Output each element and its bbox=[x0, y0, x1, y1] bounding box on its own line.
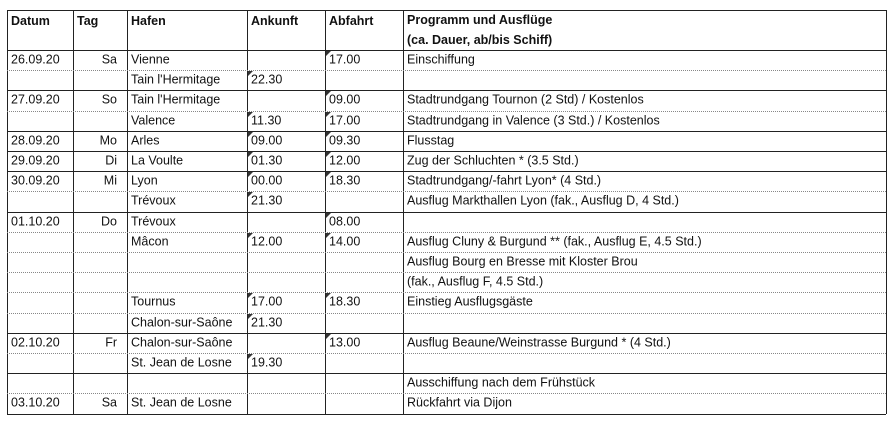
header-abfahrt: Abfahrt bbox=[329, 14, 374, 28]
cell-hafen bbox=[127, 272, 247, 292]
cell-ankunft: 01.30 bbox=[247, 151, 325, 171]
cell-marker bbox=[326, 172, 331, 177]
row-divider bbox=[7, 90, 886, 91]
cell-marker bbox=[248, 314, 253, 319]
row-divider bbox=[7, 373, 886, 374]
row-divider-dotted bbox=[7, 252, 886, 253]
cell-datum bbox=[7, 191, 73, 211]
cell-marker bbox=[326, 233, 331, 238]
cell-abfahrt: 18.30 bbox=[325, 171, 403, 191]
row-divider-dotted bbox=[7, 191, 886, 192]
cell-tag bbox=[73, 353, 127, 373]
cell-programm: Stadtrundgang in Valence (3 Std.) / Kostenlos bbox=[407, 112, 660, 127]
cell-datum: 01.10.20 bbox=[11, 213, 60, 228]
header-programm-title: Programm und Ausflüge bbox=[407, 13, 553, 27]
row-divider bbox=[7, 10, 886, 11]
cell-tag bbox=[73, 191, 127, 211]
cell-ankunft bbox=[247, 393, 325, 413]
cell-hafen: Trévoux bbox=[131, 213, 176, 228]
cell-abfahrt bbox=[325, 272, 403, 292]
cell-tag bbox=[73, 252, 127, 272]
table-row bbox=[7, 272, 886, 292]
cell-tag: Mo bbox=[99, 133, 117, 148]
cell-datum bbox=[7, 232, 73, 252]
cell-hafen: St. Jean de Losne bbox=[131, 355, 232, 370]
cell-tag bbox=[73, 70, 127, 90]
cell-marker bbox=[326, 51, 331, 56]
row-divider-dotted bbox=[7, 70, 886, 71]
cell-datum bbox=[7, 70, 73, 90]
cell-programm bbox=[403, 353, 886, 373]
cell-programm bbox=[403, 212, 886, 232]
row-divider bbox=[7, 333, 886, 334]
row-divider-dotted bbox=[7, 272, 886, 273]
header-programm-subtitle: (ca. Dauer, ab/bis Schiff) bbox=[407, 33, 553, 47]
cell-tag: So bbox=[101, 92, 117, 107]
cell-abfahrt bbox=[325, 252, 403, 272]
cell-abfahrt: 17.00 bbox=[325, 50, 403, 70]
cell-tag bbox=[73, 373, 127, 393]
cell-marker bbox=[248, 112, 253, 117]
table-row bbox=[7, 373, 886, 393]
cell-hafen: Lyon bbox=[131, 173, 158, 188]
cell-marker bbox=[248, 172, 253, 177]
cell-programm: Rückfahrt via Dijon bbox=[407, 395, 512, 410]
cell-datum bbox=[7, 272, 73, 292]
cell-abfahrt bbox=[325, 393, 403, 413]
cell-ankunft bbox=[247, 252, 325, 272]
cell-abfahrt: 09.30 bbox=[325, 131, 403, 151]
cell-datum: 02.10.20 bbox=[11, 335, 60, 350]
cell-tag bbox=[73, 292, 127, 312]
header-ankunft: Ankunft bbox=[251, 14, 299, 28]
cell-datum: 27.09.20 bbox=[11, 92, 60, 107]
cell-programm: Ausschiffung nach dem Frühstück bbox=[407, 375, 596, 390]
cell-datum bbox=[7, 353, 73, 373]
cell-tag: Do bbox=[101, 213, 117, 228]
cell-hafen: Tournus bbox=[131, 294, 176, 309]
cell-tag bbox=[73, 272, 127, 292]
cell-programm: Flusstag bbox=[407, 133, 455, 148]
header-datum: Datum bbox=[11, 14, 50, 28]
cell-hafen: Mâcon bbox=[131, 234, 169, 249]
cell-programm: Einschiffung bbox=[407, 52, 475, 67]
cell-ankunft bbox=[247, 90, 325, 110]
row-divider-dotted bbox=[7, 393, 886, 394]
cell-programm: Stadtrundgang Tournon (2 Std) / Kostenlos bbox=[407, 92, 644, 107]
table-row bbox=[7, 353, 886, 373]
cell-tag: Sa bbox=[101, 52, 117, 67]
cell-programm bbox=[403, 313, 886, 333]
cell-ankunft: 09.00 bbox=[247, 131, 325, 151]
cell-abfahrt bbox=[325, 191, 403, 211]
cell-marker bbox=[248, 71, 253, 76]
cell-tag bbox=[73, 313, 127, 333]
cell-ankunft: 12.00 bbox=[247, 232, 325, 252]
cell-ankunft: 19.30 bbox=[247, 353, 325, 373]
cell-ankunft bbox=[247, 212, 325, 232]
table-row bbox=[7, 151, 886, 171]
cell-marker bbox=[248, 152, 253, 157]
cell-programm: Ausflug Bourg en Bresse mit Kloster Brou bbox=[407, 254, 638, 269]
cell-datum: 03.10.20 bbox=[11, 395, 60, 410]
header-programm bbox=[403, 10, 886, 50]
cell-marker bbox=[248, 132, 253, 137]
row-divider bbox=[7, 414, 886, 415]
table-row bbox=[7, 313, 886, 333]
row-divider bbox=[7, 171, 886, 172]
cell-datum: 28.09.20 bbox=[11, 133, 60, 148]
cell-ankunft bbox=[247, 333, 325, 353]
cell-hafen: Trévoux bbox=[131, 193, 176, 208]
cell-abfahrt bbox=[325, 70, 403, 90]
cell-hafen: Tain l'Hermitage bbox=[131, 92, 221, 107]
cell-abfahrt: 09.00 bbox=[325, 90, 403, 110]
cell-abfahrt: 08.00 bbox=[325, 212, 403, 232]
table-row bbox=[7, 252, 886, 272]
cell-datum: 26.09.20 bbox=[11, 52, 60, 67]
table-row bbox=[7, 171, 886, 191]
cell-hafen: La Voulte bbox=[131, 153, 184, 168]
row-divider-dotted bbox=[7, 353, 886, 354]
cell-programm: Zug der Schluchten * (3.5 Std.) bbox=[407, 153, 579, 168]
cell-datum bbox=[7, 252, 73, 272]
cell-hafen: Chalon-sur-Saône bbox=[131, 314, 233, 329]
cell-marker bbox=[248, 192, 253, 197]
cell-marker bbox=[326, 293, 331, 298]
table-row bbox=[7, 191, 886, 211]
cell-programm: (fak., Ausflug F, 4.5 Std.) bbox=[407, 274, 544, 289]
cell-ankunft: 21.30 bbox=[247, 313, 325, 333]
cell-hafen: Arles bbox=[131, 133, 160, 148]
row-divider bbox=[7, 50, 886, 51]
cell-marker bbox=[248, 354, 253, 359]
cell-programm: Ausflug Cluny & Burgund ** (fak., Ausflug E, 4.5 Std.) bbox=[407, 234, 702, 249]
cell-programm: Stadtrundgang/-fahrt Lyon* (4 Std.) bbox=[407, 173, 602, 188]
table-row bbox=[7, 50, 886, 70]
table-row bbox=[7, 131, 886, 151]
row-divider bbox=[7, 212, 886, 213]
table-row bbox=[7, 232, 886, 252]
table-row bbox=[7, 111, 886, 131]
cell-hafen bbox=[127, 252, 247, 272]
cell-hafen: Chalon-sur-Saône bbox=[131, 335, 233, 350]
cell-marker bbox=[326, 334, 331, 339]
cell-marker bbox=[248, 293, 253, 298]
table-row bbox=[7, 70, 886, 90]
cell-programm bbox=[403, 70, 886, 90]
cell-abfahrt: 13.00 bbox=[325, 333, 403, 353]
cell-ankunft bbox=[247, 373, 325, 393]
cell-datum: 29.09.20 bbox=[11, 153, 60, 168]
cell-abfahrt: 12.00 bbox=[325, 151, 403, 171]
table-row bbox=[7, 90, 886, 110]
cell-datum bbox=[7, 373, 73, 393]
row-divider-dotted bbox=[7, 292, 886, 293]
cell-tag bbox=[73, 111, 127, 131]
table-row bbox=[7, 292, 886, 312]
row-divider-dotted bbox=[7, 313, 886, 314]
cell-hafen: Vienne bbox=[131, 52, 170, 67]
cell-hafen: Valence bbox=[131, 112, 176, 127]
cell-ankunft: 21.30 bbox=[247, 191, 325, 211]
cell-marker bbox=[326, 91, 331, 96]
cell-ankunft: 22.30 bbox=[247, 70, 325, 90]
table-row bbox=[7, 393, 886, 413]
cell-abfahrt bbox=[325, 353, 403, 373]
cell-datum bbox=[7, 292, 73, 312]
row-divider-dotted bbox=[7, 232, 886, 233]
cell-marker bbox=[248, 233, 253, 238]
cell-marker bbox=[326, 213, 331, 218]
cell-ankunft: 17.00 bbox=[247, 292, 325, 312]
cell-ankunft: 00.00 bbox=[247, 171, 325, 191]
cell-marker bbox=[326, 152, 331, 157]
cell-ankunft: 11.30 bbox=[247, 111, 325, 131]
cell-abfahrt bbox=[325, 373, 403, 393]
cell-tag: Mi bbox=[103, 173, 117, 188]
cell-programm: Ausflug Beaune/Weinstrasse Burgund * (4 Std.) bbox=[407, 335, 671, 350]
cell-datum bbox=[7, 111, 73, 131]
cell-programm: Einstieg Ausflugsgäste bbox=[407, 294, 533, 309]
row-divider bbox=[7, 151, 886, 152]
header-hafen: Hafen bbox=[131, 14, 166, 28]
table-row bbox=[7, 212, 886, 232]
cell-marker bbox=[326, 132, 331, 137]
cell-ankunft bbox=[247, 50, 325, 70]
column-divider bbox=[886, 10, 887, 414]
cell-datum bbox=[7, 313, 73, 333]
cell-abfahrt: 14.00 bbox=[325, 232, 403, 252]
cell-tag: Di bbox=[105, 153, 117, 168]
cell-abfahrt: 18.30 bbox=[325, 292, 403, 312]
cell-programm: Ausflug Markthallen Lyon (fak., Ausflug D, 4 Std.) bbox=[407, 193, 679, 208]
cell-abfahrt bbox=[325, 313, 403, 333]
cell-hafen: St. Jean de Losne bbox=[131, 395, 232, 410]
cell-tag: Fr bbox=[105, 335, 117, 350]
cell-tag bbox=[73, 232, 127, 252]
header-row bbox=[7, 10, 886, 50]
cell-hafen bbox=[127, 373, 247, 393]
cell-tag: Sa bbox=[101, 395, 117, 410]
cell-marker bbox=[326, 112, 331, 117]
row-divider bbox=[7, 131, 886, 132]
header-tag: Tag bbox=[77, 14, 99, 28]
table-row bbox=[7, 333, 886, 353]
cell-abfahrt: 17.00 bbox=[325, 111, 403, 131]
row-divider-dotted bbox=[7, 111, 886, 112]
cell-hafen: Tain l'Hermitage bbox=[131, 72, 221, 87]
cell-ankunft bbox=[247, 272, 325, 292]
cell-datum: 30.09.20 bbox=[11, 173, 60, 188]
